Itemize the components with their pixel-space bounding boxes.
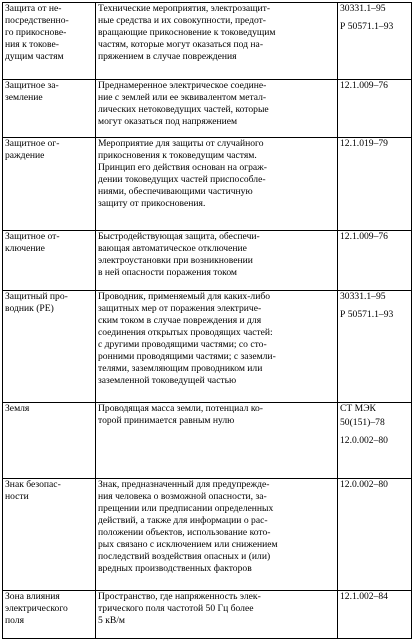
definition-line: пряжением в случае повреждения (98, 51, 237, 63)
term-line: Знак безопас- (5, 479, 61, 490)
definition-line: вредных производственных факторов (98, 563, 252, 575)
term-line: водник (РЕ) (5, 303, 54, 315)
terms-table-body (3, 3, 412, 639)
definition-line: Проводящая масса земли, потенциал ко- (98, 403, 263, 414)
term-line: земление (5, 92, 43, 104)
definition-line: ные средства и их совокупности, предот- (98, 15, 267, 27)
standard-ref: 12.1.002–84 (340, 591, 388, 602)
definition-line: Быстродействующая защита, обеспечи- (98, 231, 260, 242)
definition-line: телями, заземляющим проводником или (98, 363, 263, 375)
term-line: Защитное от- (5, 231, 60, 242)
standard-cell (338, 138, 412, 231)
definition-line: трического поля частотой 50 Гц более (98, 603, 254, 615)
definition-line: Мероприятие для защиты от случайного (98, 138, 264, 149)
definition-cell (96, 138, 338, 231)
definition-line: могут оказаться под напряжением (98, 116, 238, 128)
table-row (3, 479, 412, 591)
definition-cell (96, 479, 338, 591)
term-line: го прикоснове- (5, 27, 67, 39)
document-page (2, 2, 411, 638)
term-cell (3, 291, 96, 403)
standard-cell (338, 479, 412, 591)
standard-ref: Р 50571.1–93 (340, 21, 394, 33)
definition-line: защитных мер от поражения электриче- (98, 303, 262, 315)
term-line: ния к токове- (5, 39, 59, 51)
standard-ref: Р 50571.1–93 (340, 309, 394, 321)
table-row (3, 231, 412, 291)
term-cell (3, 479, 96, 591)
table-row (3, 138, 412, 231)
definition-line: Технические мероприятия, электрозащит- (98, 3, 271, 14)
term-line: Земля (5, 403, 30, 414)
definition-line: ния человека о возможной опасности, за- (98, 491, 267, 503)
definition-line: последствий воздействия опасных и (или) (98, 551, 271, 563)
standard-ref: 30331.1–95 (340, 3, 386, 14)
definition-line: действий, а также для информации о рас- (98, 515, 268, 527)
standard-ref: 12.0.002–80 (340, 435, 388, 447)
term-cell (3, 3, 96, 80)
term-line: Зона влияния (5, 591, 60, 602)
definition-line: с другими проводящими частями; со сто- (98, 339, 267, 351)
definition-line: вающая автоматическое отключение (98, 243, 247, 255)
term-cell (3, 138, 96, 231)
term-line: Защитное за- (5, 80, 59, 91)
definition-cell (96, 403, 338, 479)
definition-cell (96, 80, 338, 138)
term-line: ключение (5, 243, 45, 255)
definition-cell (96, 3, 338, 80)
definition-line: соединения открытых проводящих частей: (98, 327, 273, 339)
definition-line: электроустановки при возникновении (98, 255, 253, 267)
definition-cell (96, 291, 338, 403)
standard-ref: СТ МЭК (340, 403, 376, 414)
definition-line: торой принимается равным нулю (98, 415, 235, 427)
definition-line: заземленной токоведущей частью (98, 375, 237, 387)
standard-cell (338, 231, 412, 291)
definition-line: частям, которые могут оказаться под на- (98, 39, 264, 51)
standard-ref: 12.1.009–76 (340, 231, 388, 242)
table-row (3, 3, 412, 80)
standard-ref: 12.1.019–79 (340, 138, 388, 149)
definition-line: прикосновения к токоведущим частям. (98, 150, 257, 162)
term-line: Защитный про- (5, 291, 68, 302)
standard-cell (338, 3, 412, 80)
definition-line: Пространство, где напряженность элек- (98, 591, 261, 602)
definition-line: ниями, обеспечивающими частичную (98, 186, 253, 198)
definition-line: ронними проводящими частями; с заземли- (98, 351, 276, 363)
standard-ref: 30331.1–95 (340, 291, 386, 302)
standard-cell (338, 591, 412, 639)
standard-ref: 12.1.009–76 (340, 80, 388, 91)
definition-line: ским током в случае повреждения и для (98, 315, 262, 327)
term-line: дущим частям (5, 51, 64, 63)
definition-line: рых связано с исключением или снижением (98, 539, 278, 551)
definition-line: Знак, предназначенный для предупрежде- (98, 479, 270, 490)
table-row (3, 591, 412, 639)
standard-ref: 12.0.002–80 (340, 479, 388, 490)
term-line: раждение (5, 150, 45, 162)
definition-line: лических нетоковедущих частей, которые (98, 104, 269, 116)
definition-line: ние с землей или ее эквивалентом метал- (98, 92, 267, 104)
definition-cell (96, 591, 338, 639)
definition-line: Принцип его действия основан на ограж- (98, 162, 267, 174)
standard-cell (338, 291, 412, 403)
term-line: Защита от не- (5, 3, 62, 14)
term-line: электрического (5, 603, 68, 615)
definition-line: 5 кВ/м (98, 615, 125, 627)
table-row (3, 291, 412, 403)
term-line: посредственно- (5, 15, 69, 27)
term-cell (3, 231, 96, 291)
standard-cell (338, 80, 412, 138)
definition-cell (96, 231, 338, 291)
definition-line: положении объектов, использование кото- (98, 527, 271, 539)
table-row (3, 80, 412, 138)
term-line: Защитное ог- (5, 138, 60, 149)
term-cell (3, 403, 96, 479)
definition-line: в ней опасности поражения током (98, 267, 238, 279)
definition-line: Преднамеренное электрическое соедине- (98, 80, 267, 91)
term-cell (3, 591, 96, 639)
definition-line: защиту от прикосновения. (98, 198, 206, 210)
definition-line: вращающие прикосновение к токоведущим (98, 27, 276, 39)
definition-line: дении токоведущих частей приспособле- (98, 174, 266, 186)
definition-line: Проводник, применяемый для каких-либо (98, 291, 271, 302)
standard-cell (338, 403, 412, 479)
standard-ref: 50(151)–78 (340, 417, 385, 429)
terms-table (2, 2, 412, 639)
definition-line: прещении или предписании определенных (98, 503, 274, 515)
table-row (3, 403, 412, 479)
term-cell (3, 80, 96, 138)
term-line: поля (5, 615, 25, 627)
term-line: ности (5, 491, 29, 503)
